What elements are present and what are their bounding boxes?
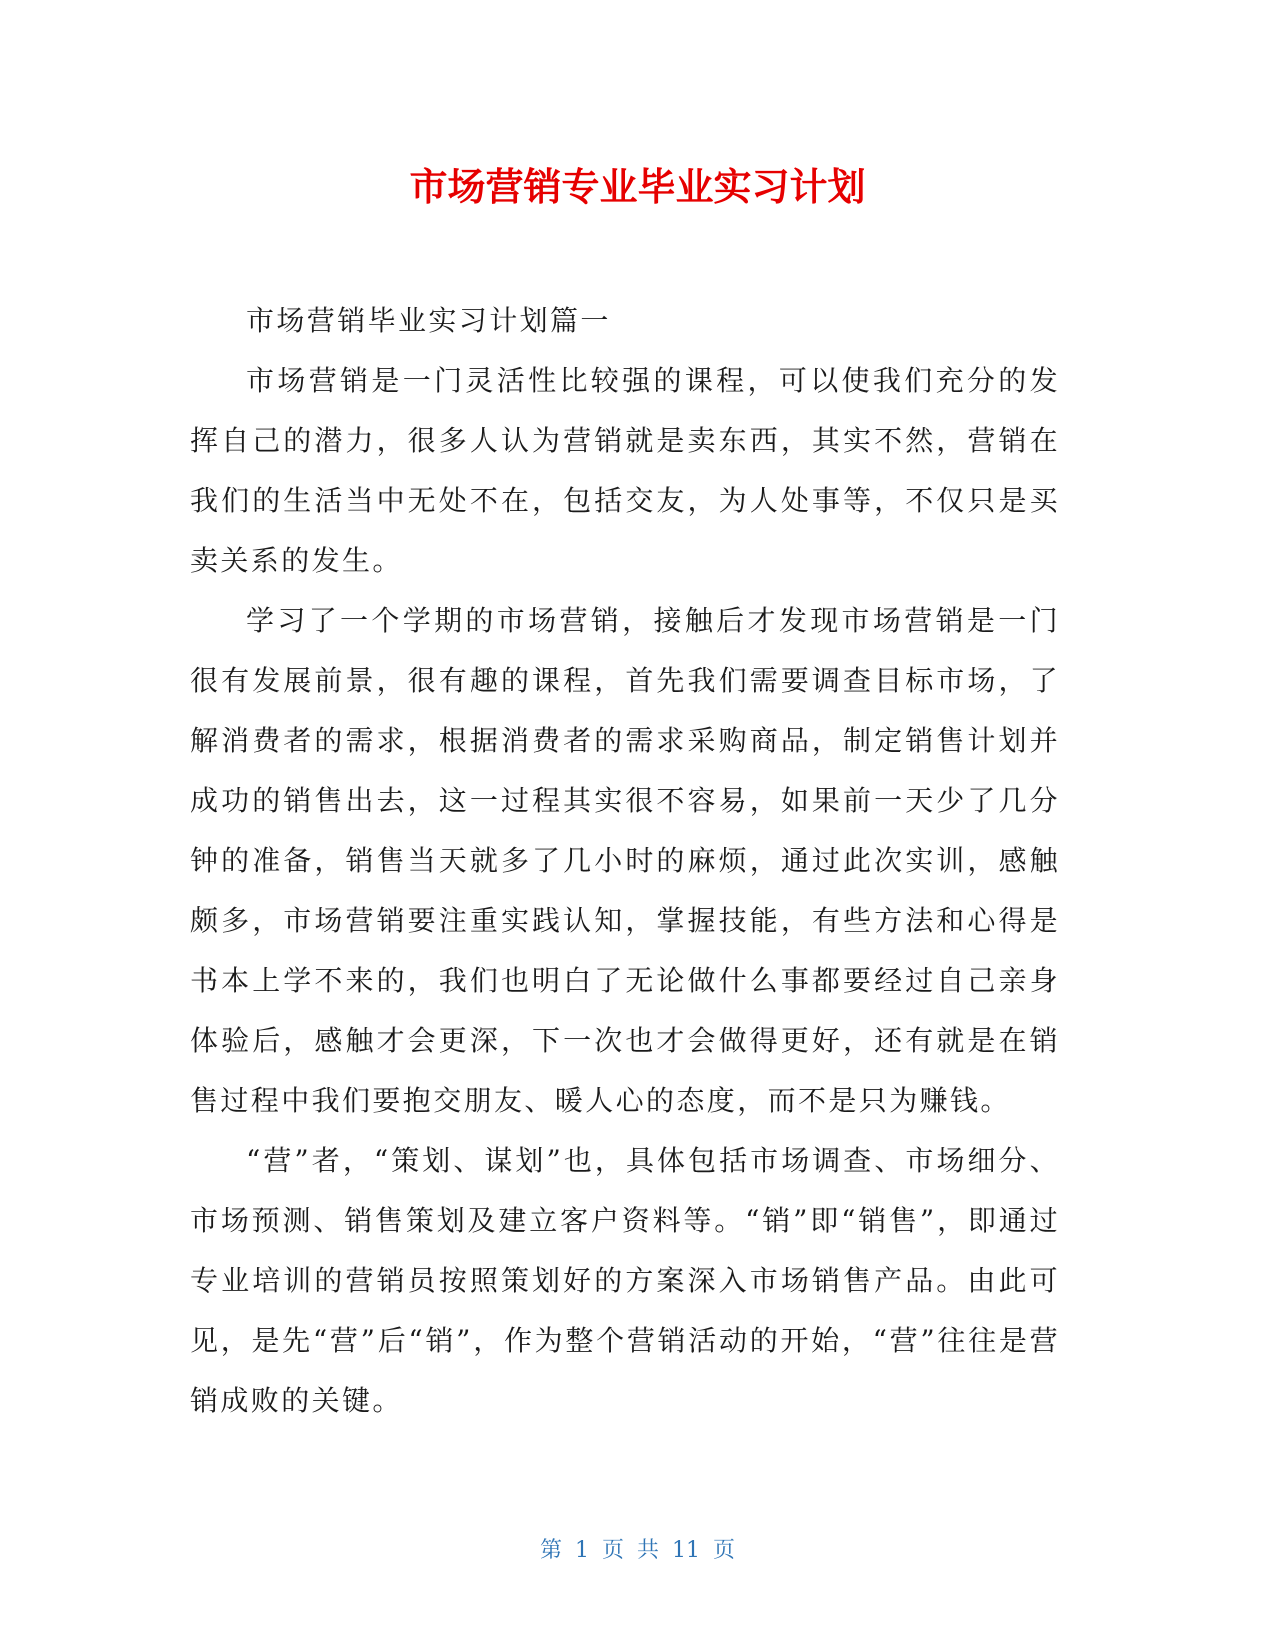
paragraph: 学习了一个学期的市场营销，接触后才发现市场营销是一门很有发展前景，很有趣的课程，首先我们需要调查目标市场，了解消费者的需求，根据消费者的需求采购商品，制定销售计划并成功的销售出去，这一过程其实很不容易，如果前一天少了几分钟的准备，销售当天就多了几小时的麻烦，通过此次实训，感触颇多，市场营销要注重实践认知，掌握技能，有些方法和心得是书本上学不来的，我们也明白了无论做什么事都要经过自己亲身体验后，感触才会更深，下一次也才会做得更好，还有就是在销售过程中我们要抱交朋友、暖人心的态度，而不是只为赚钱。 <box>190 604 1060 1117</box>
paragraph-subtitle: 市场营销毕业实习计划篇一 <box>246 304 611 337</box>
paragraph: “营”者，“策划、谋划”也，具体包括市场调查、市场细分、市场预测、销售策划及建立客户资料等。“销”即“销售”，即通过专业培训的营销员按照策划好的方案深入市场销售产品。由此可见，是先“营”后“销”，作为整个营销活动的开始，“营”往往是营销成败的关键。 <box>190 1144 1060 1417</box>
paragraph: 市场营销是一门灵活性比较强的课程，可以使我们充分的发挥自己的潜力，很多人认为营销就是卖东西，其实不然，营销在我们的生活当中无处不在，包括交友，为人处事等，不仅只是买卖关系的发生。 <box>190 364 1060 577</box>
document-body <box>190 291 1060 1431</box>
page-number-footer: 第 1 页 共 11 页 <box>540 1538 735 1563</box>
document-title: 市场营销专业毕业实习计划 <box>409 165 866 209</box>
